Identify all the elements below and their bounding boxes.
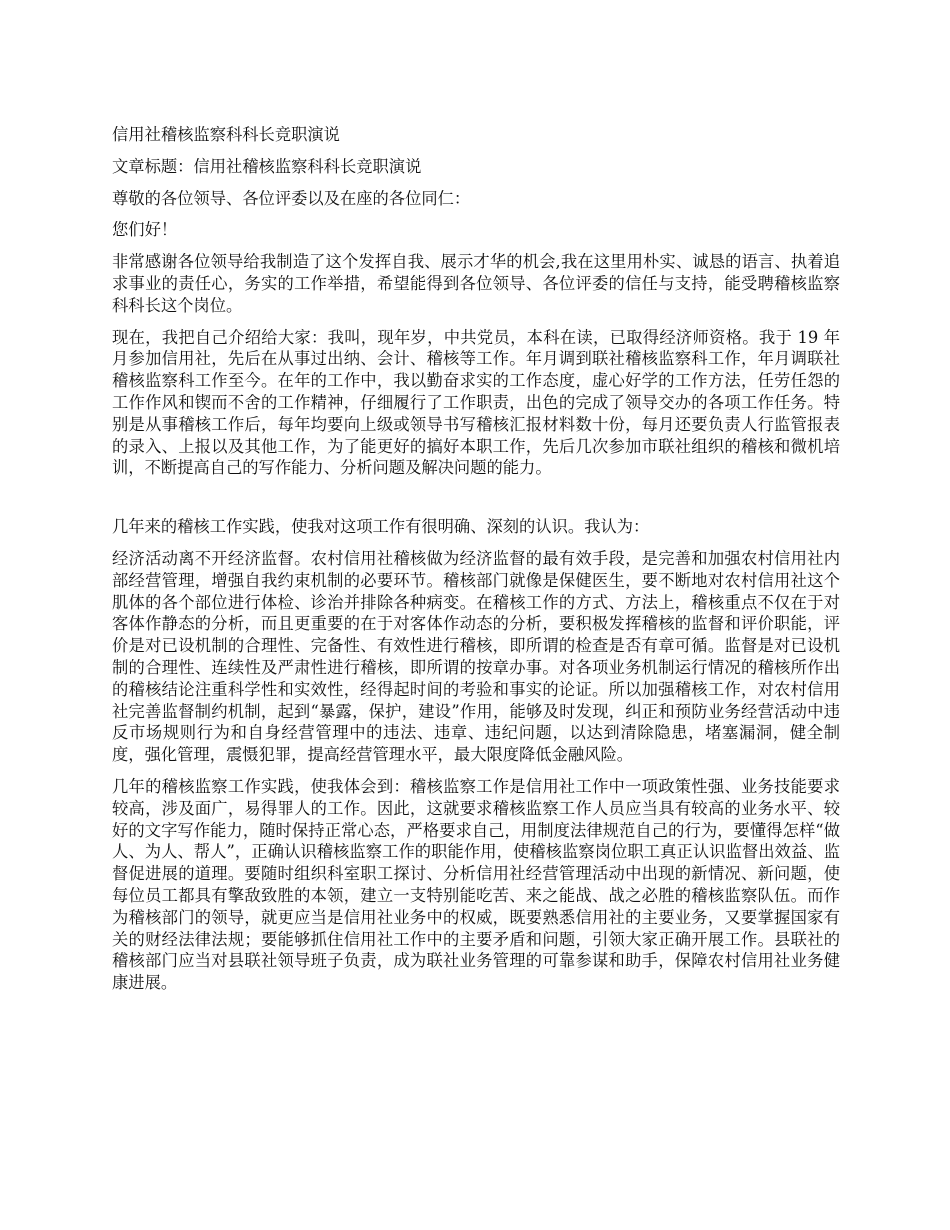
- paragraph-thanks: 非常感谢各位领导给我制造了这个发挥自我、展示才华的机会,我在这里用朴实、诚恳的语言、执着追求事业的责任心，务实的工作举措，希望能得到各位领导、各位评委的信任与支持，能受聘稽核监察科科长这个岗位。: [112, 252, 840, 315]
- blank-line: [112, 489, 840, 516]
- salutation: 尊敬的各位领导、各位评委以及在座的各位同仁：: [112, 188, 471, 208]
- paragraph-experience: 几年的稽核监察工作实践，使我体会到：稽核监察工作是信用社工作中一项政策性强、业务技能要求较高，涉及面广，易得罪人的工作。因此，这就要求稽核监察工作人员应当具有较高的业务水平、较好的文字写作能力，随时保持正常心态，严格要求自己，用制度法律规范自己的行为，要懂得怎样“做人、为人、帮人”，正确认识稽核监察工作的职能作用，使稽核监察岗位职工真正认识监督出效益、监督促进展的道理。要随时组织科室职工探讨、分析信用社经营管理活动中出现的新情况、新问题，使每位员工都具有擎敌致胜的本领，建立一支特别能吃苦、来之能战、战之必胜的稽核监察队伍。而作为稽核部门的领导，就更应当是信用社业务中的权威，既要熟悉信用社的主要业务，又要掌握国家有关的财经法律法规；要能够抓住信用社工作中的主要矛盾和问题，引领大家正确开展工作。县联社的稽核部门应当对县联社领导班子负责，成为联社业务管理的可靠参谋和助手，保障农村信用社业务健康进展。: [112, 776, 840, 993]
- paragraph-understanding: 几年来的稽核工作实践，使我对这项工作有很明确、深刻的认识。我认为：: [112, 517, 650, 537]
- paragraph-self-introduction: 现在，我把自己介绍给大家：我叫，现年岁，中共党员，本科在读，已取得经济师资格。我于 19 年月参加信用社，先后在从事过出纳、会计、稽核等工作。年月调到联社稽核监察科工作，年月调联社稽核监察科工作至今。在年的工作中，我以勤奋求实的工作态度，虚心好学的工作方法，任劳任怨的工作作风和锲而不舍的工作精神，仔细履行了工作职责，出色的完成了领导交办的各项工作任务。特别是从事稽核工作后，每年均要向上级或领导书写稽核汇报材料数十份，每月还要负责人行监管报表的录入、上报以及其他工作，为了能更好的搞好本职工作，先后几次参加市联社组织的稽核和微机培训，不断提高自己的写作能力、分析问题及解决问题的能力。: [112, 327, 840, 478]
- paragraph-economic-supervision: 经济活动离不开经济监督。农村信用社稽核做为经济监督的最有效手段，是完善和加强农村信用社内部经营管理，增强自我约束机制的必要环节。稽核部门就像是保健医生，要不断地对农村信用社这个肌体的各个部位进行体检、诊治并排除各种病变。在稽核工作的方式、方法上，稽核重点不仅在于对客体作静态的分析，而且更重要的在于对客体作动态的分析，要积极发挥稽核的监督和评价职能，评价是对已设机制的合理性、完备性、有效性进行稽核，即所谓的检查是否有章可循。监督是对已设机制的合理性、连续性及严肃性进行稽核，即所谓的按章办事。对各项业务机制运行情况的稽核所作出的稽核结论注重科学性和实效性，经得起时间的考验和事实的论证。所以加强稽核工作，对农村信用社完善监督制约机制，起到“暴露，保护，建设”作用，能够及时发现，纠正和预防业务经营活动中违反市场规则行为和自身经营管理中的违法、违章、违纪问题，以达到清除隐患，堵塞漏洞，健全制度，强化管理，震慑犯罪，提高经营管理水平，最大限度降低金融风险。: [112, 548, 840, 765]
- document-page: [112, 124, 840, 1004]
- greeting: 您们好！: [112, 220, 178, 240]
- document-heading: 信用社稽核监察科科长竞职演说: [112, 125, 340, 144]
- article-title: 文章标题：信用社稽核监察科科长竞职演说: [112, 156, 422, 176]
